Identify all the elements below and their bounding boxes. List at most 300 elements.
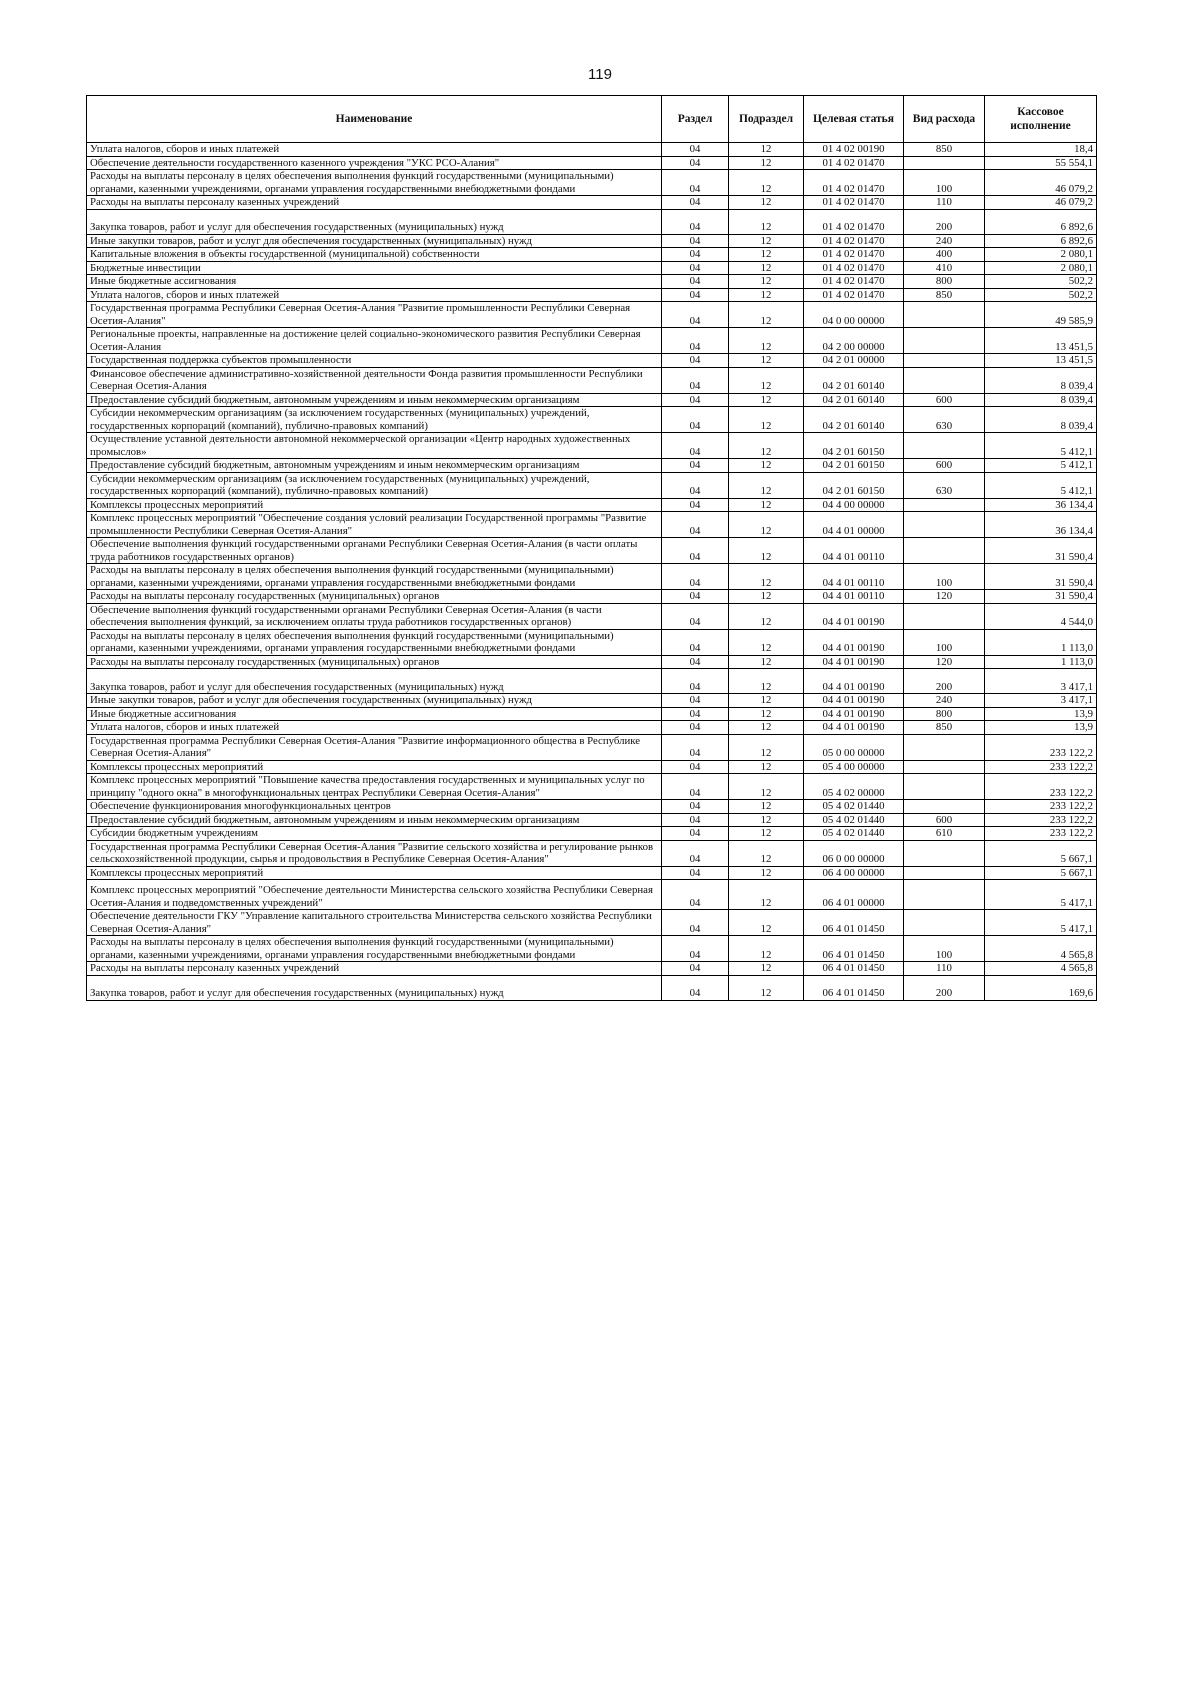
table-row [87, 936, 1097, 962]
row-type: 400 [904, 248, 985, 262]
row-subsection: 12 [729, 261, 804, 275]
row-name: Государственная поддержка субъектов промышленности [87, 354, 662, 368]
table-row [87, 261, 1097, 275]
row-section: 04 [662, 880, 729, 910]
row-type [904, 774, 985, 800]
row-subsection: 12 [729, 707, 804, 721]
row-amount: 2 080,1 [985, 248, 1097, 262]
row-section: 04 [662, 354, 729, 368]
row-name: Расходы на выплаты персоналу казенных учреждений [87, 196, 662, 210]
row-target: 06 4 01 01450 [804, 962, 904, 976]
row-type: 850 [904, 143, 985, 157]
row-subsection: 12 [729, 170, 804, 196]
row-target: 04 2 01 60140 [804, 393, 904, 407]
row-target: 01 4 02 01470 [804, 170, 904, 196]
row-section: 04 [662, 472, 729, 498]
row-name: Обеспечение деятельности ГКУ "Управление капитального строительства Министерства сельского хозяйства Республики Северная Осетия-Алания" [87, 910, 662, 936]
row-subsection: 12 [729, 975, 804, 1000]
row-type [904, 328, 985, 354]
row-amount: 8 039,4 [985, 367, 1097, 393]
row-subsection: 12 [729, 813, 804, 827]
row-subsection: 12 [729, 472, 804, 498]
row-amount: 502,2 [985, 288, 1097, 302]
row-name: Региональные проекты, направленные на достижение целей социально-экономического развития Республики Северная Осетия-Алания [87, 328, 662, 354]
row-subsection: 12 [729, 367, 804, 393]
table-row [87, 288, 1097, 302]
table-row [87, 721, 1097, 735]
row-type: 100 [904, 170, 985, 196]
row-amount: 6 892,6 [985, 234, 1097, 248]
row-type: 100 [904, 564, 985, 590]
row-target: 04 2 01 60140 [804, 407, 904, 433]
table-row [87, 655, 1097, 669]
row-amount: 49 585,9 [985, 302, 1097, 328]
row-section: 04 [662, 234, 729, 248]
row-section: 04 [662, 910, 729, 936]
row-amount: 233 122,2 [985, 774, 1097, 800]
row-target: 04 4 01 00190 [804, 721, 904, 735]
row-target: 04 4 01 00110 [804, 564, 904, 590]
table-row [87, 512, 1097, 538]
header-target: Целевая статья [804, 96, 904, 143]
row-subsection: 12 [729, 760, 804, 774]
row-name: Финансовое обеспечение административно-хозяйственной деятельности Фонда развития промышленности Республики Северная Осетия-Алания [87, 367, 662, 393]
row-amount: 5 417,1 [985, 910, 1097, 936]
table-row [87, 433, 1097, 459]
row-subsection: 12 [729, 538, 804, 564]
row-name: Комплекс процессных мероприятий "Повышение качества предоставления государственных и муниципальных услуг по принципу "одного окна" в многофункциональных центрах Республики Северная Осетия-Алания" [87, 774, 662, 800]
row-type [904, 302, 985, 328]
row-type [904, 603, 985, 629]
row-type: 200 [904, 975, 985, 1000]
row-amount: 46 079,2 [985, 170, 1097, 196]
row-section: 04 [662, 827, 729, 841]
row-name: Закупка товаров, работ и услуг для обеспечения государственных (муниципальных) нужд [87, 669, 662, 694]
table-row [87, 760, 1097, 774]
table-row [87, 156, 1097, 170]
row-subsection: 12 [729, 936, 804, 962]
row-section: 04 [662, 866, 729, 880]
row-amount: 6 892,6 [985, 209, 1097, 234]
row-target: 04 2 01 60150 [804, 433, 904, 459]
row-type: 120 [904, 590, 985, 604]
row-name: Уплата налогов, сборов и иных платежей [87, 143, 662, 157]
row-amount: 5 667,1 [985, 840, 1097, 866]
table-row [87, 328, 1097, 354]
row-name: Государственная программа Республики Северная Осетия-Алания "Развитие сельского хозяйства и регулирование рынков сельскохозяйственной продукции, сырья и продовольствия в Республике Северная Осетия-Алания" [87, 840, 662, 866]
row-amount: 13,9 [985, 707, 1097, 721]
row-type: 850 [904, 721, 985, 735]
row-target: 04 4 01 00190 [804, 694, 904, 708]
row-target: 01 4 02 01470 [804, 156, 904, 170]
table-row [87, 393, 1097, 407]
row-amount: 169,6 [985, 975, 1097, 1000]
row-name: Обеспечение выполнения функций государственными органами Республики Северная Осетия-Алания (в части обеспечения выполнения функций, за исключением оплаты труда работников государственных органов) [87, 603, 662, 629]
row-subsection: 12 [729, 840, 804, 866]
row-section: 04 [662, 367, 729, 393]
row-amount: 5 412,1 [985, 433, 1097, 459]
row-target: 04 4 01 00190 [804, 655, 904, 669]
row-name: Обеспечение деятельности государственного казенного учреждения "УКС РСО-Алания" [87, 156, 662, 170]
table-row [87, 975, 1097, 1000]
row-type: 850 [904, 288, 985, 302]
row-subsection: 12 [729, 196, 804, 210]
row-subsection: 12 [729, 590, 804, 604]
row-section: 04 [662, 813, 729, 827]
table-row [87, 248, 1097, 262]
row-target: 01 4 02 01470 [804, 196, 904, 210]
row-subsection: 12 [729, 302, 804, 328]
row-subsection: 12 [729, 734, 804, 760]
row-name: Закупка товаров, работ и услуг для обеспечения государственных (муниципальных) нужд [87, 209, 662, 234]
row-amount: 233 122,2 [985, 813, 1097, 827]
row-amount: 13 451,5 [985, 354, 1097, 368]
row-amount: 4 565,8 [985, 936, 1097, 962]
row-target: 05 4 00 00000 [804, 760, 904, 774]
table-row [87, 564, 1097, 590]
row-subsection: 12 [729, 721, 804, 735]
row-type: 110 [904, 196, 985, 210]
row-subsection: 12 [729, 328, 804, 354]
header-section: Раздел [662, 96, 729, 143]
row-subsection: 12 [729, 669, 804, 694]
row-amount: 31 590,4 [985, 564, 1097, 590]
row-subsection: 12 [729, 655, 804, 669]
row-name: Уплата налогов, сборов и иных платежей [87, 721, 662, 735]
row-name: Закупка товаров, работ и услуг для обеспечения государственных (муниципальных) нужд [87, 975, 662, 1000]
row-target: 01 4 02 01470 [804, 275, 904, 289]
row-target: 04 2 01 60150 [804, 472, 904, 498]
table-row [87, 407, 1097, 433]
row-subsection: 12 [729, 354, 804, 368]
row-section: 04 [662, 629, 729, 655]
row-type: 600 [904, 393, 985, 407]
row-subsection: 12 [729, 498, 804, 512]
table-row [87, 498, 1097, 512]
row-amount: 55 554,1 [985, 156, 1097, 170]
row-name: Государственная программа Республики Северная Осетия-Алания "Развитие промышленности Республики Северная Осетия-Алания" [87, 302, 662, 328]
row-type: 200 [904, 669, 985, 694]
table-row [87, 827, 1097, 841]
row-target: 04 4 01 00190 [804, 707, 904, 721]
row-amount: 3 417,1 [985, 694, 1097, 708]
row-subsection: 12 [729, 694, 804, 708]
row-section: 04 [662, 707, 729, 721]
row-name: Расходы на выплаты персоналу в целях обеспечения выполнения функций государственными (муниципальными) органами, казенными учреждениями, органами управления государственными внебюджетными фондами [87, 170, 662, 196]
row-type: 200 [904, 209, 985, 234]
row-subsection: 12 [729, 248, 804, 262]
row-name: Комплекс процессных мероприятий "Обеспечение деятельности Министерства сельского хозяйства Республики Северная Осетия-Алания и подведомственных учреждений" [87, 880, 662, 910]
row-section: 04 [662, 800, 729, 814]
row-subsection: 12 [729, 433, 804, 459]
table-row [87, 840, 1097, 866]
page-number: 119 [588, 66, 612, 83]
row-type [904, 734, 985, 760]
row-section: 04 [662, 459, 729, 473]
row-type [904, 498, 985, 512]
row-subsection: 12 [729, 275, 804, 289]
row-subsection: 12 [729, 564, 804, 590]
row-type: 600 [904, 813, 985, 827]
row-target: 05 4 02 00000 [804, 774, 904, 800]
row-subsection: 12 [729, 962, 804, 976]
row-subsection: 12 [729, 393, 804, 407]
row-section: 04 [662, 433, 729, 459]
row-name: Расходы на выплаты персоналу государственных (муниципальных) органов [87, 590, 662, 604]
row-section: 04 [662, 209, 729, 234]
row-name: Предоставление субсидий бюджетным, автономным учреждениям и иным некоммерческим организациям [87, 459, 662, 473]
row-subsection: 12 [729, 774, 804, 800]
row-name: Иные бюджетные ассигнования [87, 275, 662, 289]
row-target: 04 4 01 00110 [804, 590, 904, 604]
row-section: 04 [662, 669, 729, 694]
header-amount: Кассовое исполнение [985, 96, 1097, 143]
row-section: 04 [662, 655, 729, 669]
row-name: Расходы на выплаты персоналу в целях обеспечения выполнения функций государственными (муниципальными) органами, казенными учреждениями, органами управления государственными внебюджетными фондами [87, 564, 662, 590]
row-name: Иные закупки товаров, работ и услуг для обеспечения государственных (муниципальных) нужд [87, 694, 662, 708]
row-subsection: 12 [729, 880, 804, 910]
row-type: 800 [904, 707, 985, 721]
row-type: 630 [904, 472, 985, 498]
row-name: Уплата налогов, сборов и иных платежей [87, 288, 662, 302]
header-type: Вид расхода [904, 96, 985, 143]
row-amount: 3 417,1 [985, 669, 1097, 694]
row-target: 01 4 02 01470 [804, 234, 904, 248]
row-name: Иные бюджетные ассигнования [87, 707, 662, 721]
row-amount: 233 122,2 [985, 800, 1097, 814]
table-row [87, 459, 1097, 473]
row-section: 04 [662, 694, 729, 708]
row-section: 04 [662, 248, 729, 262]
row-subsection: 12 [729, 407, 804, 433]
row-subsection: 12 [729, 866, 804, 880]
row-target: 04 0 00 00000 [804, 302, 904, 328]
row-target: 04 4 01 00190 [804, 669, 904, 694]
row-name: Иные закупки товаров, работ и услуг для обеспечения государственных (муниципальных) нужд [87, 234, 662, 248]
row-section: 04 [662, 721, 729, 735]
row-name: Государственная программа Республики Северная Осетия-Алания "Развитие информационного общества в Республике Северная Осетия-Алания" [87, 734, 662, 760]
table-row [87, 910, 1097, 936]
row-subsection: 12 [729, 827, 804, 841]
table-row [87, 367, 1097, 393]
table-row [87, 694, 1097, 708]
row-type: 600 [904, 459, 985, 473]
row-name: Расходы на выплаты персоналу государственных (муниципальных) органов [87, 655, 662, 669]
table-row [87, 629, 1097, 655]
row-name: Расходы на выплаты персоналу в целях обеспечения выполнения функций государственными (муниципальными) органами, казенными учреждениями, органами управления государственными внебюджетными фондами [87, 629, 662, 655]
table-row [87, 196, 1097, 210]
table-row [87, 538, 1097, 564]
row-type: 610 [904, 827, 985, 841]
row-target: 05 4 02 01440 [804, 813, 904, 827]
row-target: 04 2 01 60140 [804, 367, 904, 393]
row-amount: 13 451,5 [985, 328, 1097, 354]
header-subsection: Подраздел [729, 96, 804, 143]
budget-table [86, 95, 1097, 1001]
row-amount: 233 122,2 [985, 734, 1097, 760]
table-row [87, 234, 1097, 248]
table-row [87, 590, 1097, 604]
row-target: 04 2 01 00000 [804, 354, 904, 368]
row-amount: 5 412,1 [985, 459, 1097, 473]
row-target: 06 4 01 01450 [804, 975, 904, 1000]
row-type [904, 156, 985, 170]
row-type [904, 880, 985, 910]
row-section: 04 [662, 143, 729, 157]
row-type: 240 [904, 234, 985, 248]
row-type [904, 512, 985, 538]
header-name: Наименование [87, 96, 662, 143]
row-subsection: 12 [729, 209, 804, 234]
row-section: 04 [662, 564, 729, 590]
row-target: 04 4 01 00000 [804, 512, 904, 538]
row-amount: 233 122,2 [985, 760, 1097, 774]
row-type [904, 910, 985, 936]
row-subsection: 12 [729, 234, 804, 248]
row-name: Расходы на выплаты персоналу казенных учреждений [87, 962, 662, 976]
row-subsection: 12 [729, 512, 804, 538]
table-row [87, 800, 1097, 814]
row-amount: 5 417,1 [985, 880, 1097, 910]
row-section: 04 [662, 275, 729, 289]
row-amount: 502,2 [985, 275, 1097, 289]
row-amount: 233 122,2 [985, 827, 1097, 841]
row-amount: 4 565,8 [985, 962, 1097, 976]
table-row [87, 302, 1097, 328]
table-header-row [87, 96, 1097, 143]
row-name: Обеспечение выполнения функций государственными органами Республики Северная Осетия-Алания (в части оплаты труда работников государственных органов) [87, 538, 662, 564]
row-name: Обеспечение функционирования многофункциональных центров [87, 800, 662, 814]
row-section: 04 [662, 840, 729, 866]
row-type: 800 [904, 275, 985, 289]
table-row [87, 880, 1097, 910]
row-target: 04 4 01 00190 [804, 629, 904, 655]
row-section: 04 [662, 962, 729, 976]
row-target: 05 4 02 01440 [804, 827, 904, 841]
row-type [904, 433, 985, 459]
row-target: 04 2 00 00000 [804, 328, 904, 354]
row-subsection: 12 [729, 459, 804, 473]
row-target: 01 4 02 01470 [804, 209, 904, 234]
row-amount: 4 544,0 [985, 603, 1097, 629]
row-type [904, 367, 985, 393]
row-name: Предоставление субсидий бюджетным, автономным учреждениям и иным некоммерческим организациям [87, 393, 662, 407]
table-row [87, 603, 1097, 629]
row-amount: 36 134,4 [985, 498, 1097, 512]
row-amount: 8 039,4 [985, 407, 1097, 433]
row-type [904, 840, 985, 866]
row-section: 04 [662, 288, 729, 302]
row-section: 04 [662, 774, 729, 800]
row-target: 04 4 01 00110 [804, 538, 904, 564]
row-subsection: 12 [729, 603, 804, 629]
row-section: 04 [662, 603, 729, 629]
table-row [87, 275, 1097, 289]
row-target: 05 4 02 01440 [804, 800, 904, 814]
row-name: Комплексы процессных мероприятий [87, 498, 662, 512]
row-section: 04 [662, 590, 729, 604]
row-amount: 31 590,4 [985, 590, 1097, 604]
table-row [87, 734, 1097, 760]
row-section: 04 [662, 393, 729, 407]
table-row [87, 813, 1097, 827]
row-section: 04 [662, 538, 729, 564]
table-row [87, 143, 1097, 157]
row-type: 100 [904, 629, 985, 655]
row-name: Субсидии некоммерческим организациям (за исключением государственных (муниципальных) учреждений, государственных корпораций (компаний), публично-правовых компаний) [87, 472, 662, 498]
row-name: Предоставление субсидий бюджетным, автономным учреждениям и иным некоммерческим организациям [87, 813, 662, 827]
row-target: 04 4 01 00190 [804, 603, 904, 629]
row-section: 04 [662, 156, 729, 170]
row-name: Комплексы процессных мероприятий [87, 866, 662, 880]
row-type: 240 [904, 694, 985, 708]
row-amount: 46 079,2 [985, 196, 1097, 210]
row-subsection: 12 [729, 800, 804, 814]
row-target: 04 4 00 00000 [804, 498, 904, 512]
row-name: Расходы на выплаты персоналу в целях обеспечения выполнения функций государственными (муниципальными) органами, казенными учреждениями, органами управления государственными внебюджетными фондами [87, 936, 662, 962]
row-name: Субсидии некоммерческим организациям (за исключением государственных (муниципальных) учреждений, государственных корпораций (компаний), публично-правовых компаний) [87, 407, 662, 433]
row-section: 04 [662, 328, 729, 354]
row-type: 630 [904, 407, 985, 433]
row-amount: 1 113,0 [985, 655, 1097, 669]
row-target: 06 4 00 00000 [804, 866, 904, 880]
row-section: 04 [662, 936, 729, 962]
table-row [87, 669, 1097, 694]
row-name: Субсидии бюджетным учреждениям [87, 827, 662, 841]
row-section: 04 [662, 512, 729, 538]
row-section: 04 [662, 760, 729, 774]
row-amount: 13,9 [985, 721, 1097, 735]
row-target: 06 4 01 00000 [804, 880, 904, 910]
table-row [87, 707, 1097, 721]
row-section: 04 [662, 407, 729, 433]
row-type: 120 [904, 655, 985, 669]
row-amount: 8 039,4 [985, 393, 1097, 407]
row-target: 05 0 00 00000 [804, 734, 904, 760]
row-section: 04 [662, 975, 729, 1000]
row-type [904, 800, 985, 814]
row-amount: 1 113,0 [985, 629, 1097, 655]
row-subsection: 12 [729, 629, 804, 655]
row-section: 04 [662, 498, 729, 512]
row-amount: 31 590,4 [985, 538, 1097, 564]
row-subsection: 12 [729, 156, 804, 170]
row-name: Комплекс процессных мероприятий "Обеспечение создания условий реализации Государственной программы "Развитие промышленности Республики Северная Осетия-Алания" [87, 512, 662, 538]
table-body [87, 143, 1097, 1001]
row-amount: 36 134,4 [985, 512, 1097, 538]
row-amount: 18,4 [985, 143, 1097, 157]
row-amount: 2 080,1 [985, 261, 1097, 275]
row-type [904, 760, 985, 774]
row-section: 04 [662, 261, 729, 275]
row-name: Осуществление уставной деятельности автономной некоммерческой организации «Центр народных художественных промыслов» [87, 433, 662, 459]
table-row [87, 209, 1097, 234]
row-target: 06 4 01 01450 [804, 910, 904, 936]
row-section: 04 [662, 734, 729, 760]
row-type [904, 538, 985, 564]
row-target: 01 4 02 01470 [804, 261, 904, 275]
row-target: 01 4 02 00190 [804, 143, 904, 157]
table-row [87, 774, 1097, 800]
row-amount: 5 412,1 [985, 472, 1097, 498]
row-subsection: 12 [729, 910, 804, 936]
row-type [904, 354, 985, 368]
row-section: 04 [662, 170, 729, 196]
table-row [87, 472, 1097, 498]
table-row [87, 170, 1097, 196]
row-target: 06 0 00 00000 [804, 840, 904, 866]
table-row [87, 354, 1097, 368]
